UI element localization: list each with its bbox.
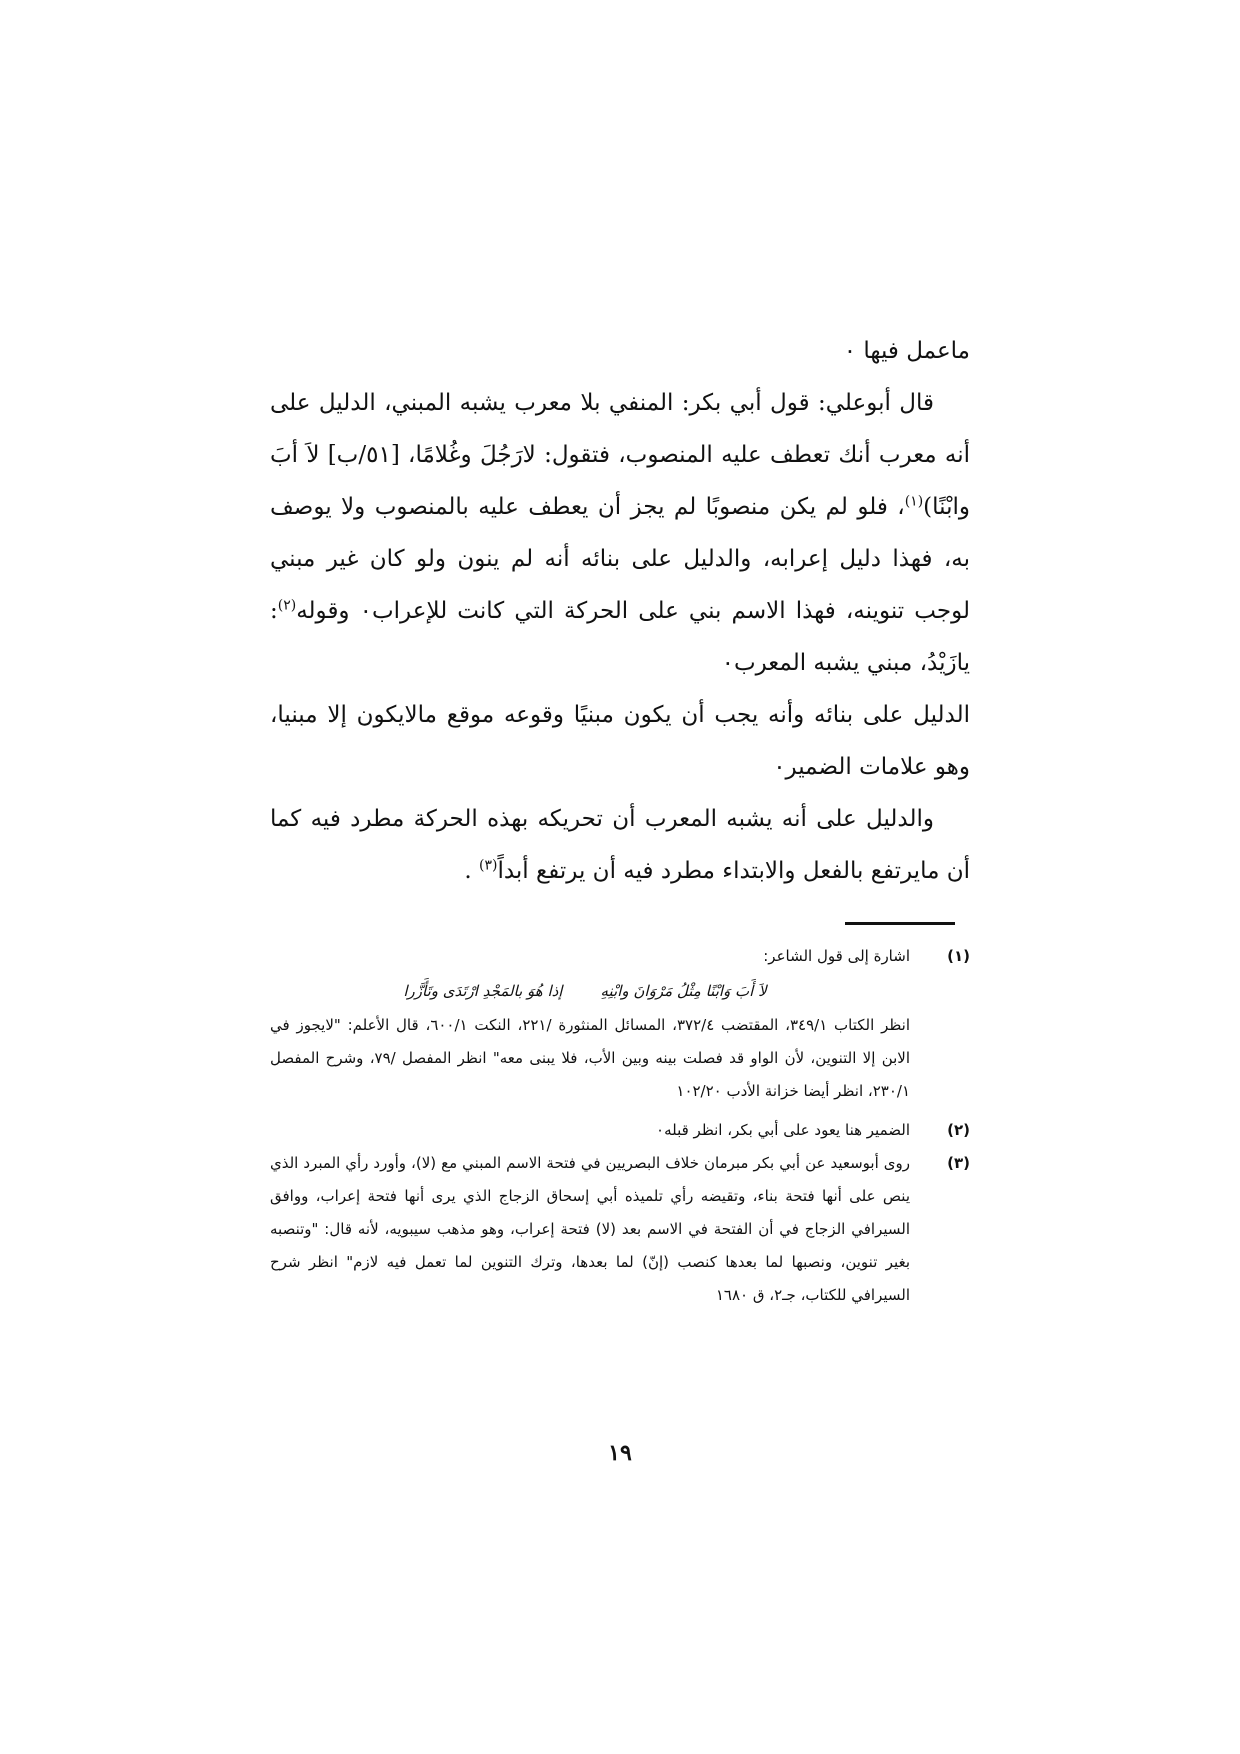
paragraph-2-end: : يازَيْدُ، مبني يشبه المعرب٠ xyxy=(270,598,970,676)
footnote-1-verse xyxy=(270,973,910,1009)
footnote-1-intro: اشارة إلى قول الشاعر: xyxy=(763,947,910,965)
footnote-ref-1: (١) xyxy=(904,493,924,510)
paragraph-2 xyxy=(270,377,970,689)
footnote-3-text: روى أبوسعيد عن أبي بكر مبرمان خلاف البصريين في فتحة الاسم المبني مع (لا)، وأورد رأي المبرد الذي ينص على أنها فتحة بناء، وتقيضه رأي تلميذه أبي إسحاق الزجاج الذي يرى أنها فتحة إعراب، ووافق السيرافي الزجاج في أن الفتحة في الاسم بعد (لا) فتحة إعراب، وهو مذهب سيبويه، لأنه قال: "وتنصبه بغير تنوين، ونصبها لما بعدها كنصب (إنّ) لما بعدها، وترك التنوين لما تعمل فيه لازم" انظر شرح السيرافي للكتاب، جـ٢، ق ١٦٨٠ xyxy=(270,1154,910,1304)
page-number: ١٩ xyxy=(608,1440,632,1466)
paragraph-3: الدليل على بنائه وأنه يجب أن يكون مبنيًا وقوعه موقع مالايكون إلا مبنيا، وهو علامات الضمير٠ xyxy=(270,702,970,780)
footnote-ref-3: (٣) xyxy=(478,857,498,874)
footnote-2-body xyxy=(270,1114,910,1147)
footnote-3 xyxy=(270,1147,970,1312)
paragraph-4 xyxy=(270,793,970,897)
footnote-2 xyxy=(270,1114,970,1147)
footnote-1-text: انظر الكتاب ٣٤٩/١، المقتضب ٣٧٢/٤، المسائل المنثورة /٢٢١، النكت ٦٠٠/١، قال الأعلم: "لايجوز في الابن إلا التنوين، لأن الواو قد فصلت بينه وبين الأب، فلا يبنى معه" انظر المفصل /٧٩، وشرح المفصل ٢٣٠/١، انظر أيضا خزانة الأدب ١٠٢/٢٠ xyxy=(270,1016,911,1100)
footnote-3-number: (٣) xyxy=(947,1154,970,1172)
verse-second-hemistich: إذا هُوَ بالمَجْدِ ارْتَدَى وتَأَزَّرا xyxy=(403,982,563,1000)
footnote-2-text: الضمير هنا يعود على أبي بكر، انظر قبله٠ xyxy=(656,1121,910,1139)
paragraph-4-end: . xyxy=(464,858,479,884)
footnote-3-body xyxy=(270,1147,910,1312)
paragraph-1: ماعمل فيها ٠ xyxy=(843,338,970,364)
footnote-1 xyxy=(270,940,970,1108)
footnotes-block xyxy=(270,940,970,1312)
footnote-1-number: (١) xyxy=(947,947,970,965)
footnote-2-number: (٢) xyxy=(947,1121,970,1139)
footnote-1-body xyxy=(270,940,910,1108)
footnote-ref-2: (٢) xyxy=(277,597,297,614)
paragraph-2-text: قال أبوعلي: قول أبي بكر: المنفي بلا معرب يشبه المبني، الدليل على أنه معرب أنك تعطف عليه المنصوب، فتقول: لارَجُلَ وغُلامًا، [٥١/ب] لاَ أبَ وابْنًا) xyxy=(270,390,971,520)
paragraph-2-continuation: ، فلو لم يكن منصوبًا لم يجز أن يعطف عليه بالمنصوب ولا يوصف به، فهذا دليل إعرابه، والدليل على بنائه أنه لم ينون ولو كان غير مبني لوجب تنوينه، فهذا الاسم بني على الحركة التي كانت للإعراب٠ وقوله xyxy=(270,494,970,624)
main-text-block xyxy=(270,325,970,897)
paragraph-4-text: والدليل على أنه يشبه المعرب أن تحريكه بهذه الحركة مطرد فيه كما أن مايرتفع بالفعل والابتداء مطرد فيه أن يرتفع أبداً xyxy=(270,806,970,884)
verse-first-hemistich: لاَ أَبَ وَابْنًا مِثْلُ مَرْوَانَ وابْنِهِ xyxy=(600,982,767,1000)
footnote-separator xyxy=(845,922,955,925)
